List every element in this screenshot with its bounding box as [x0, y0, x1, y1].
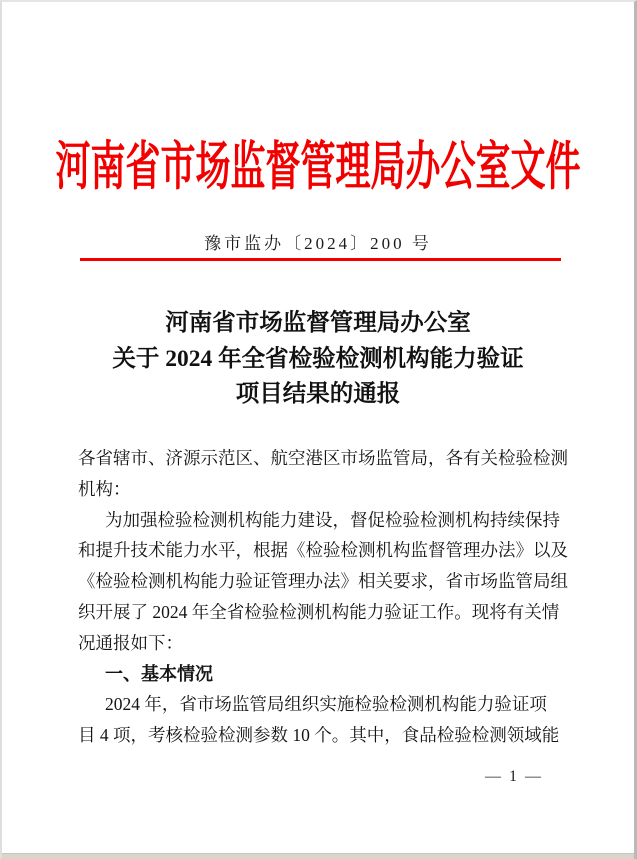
section-heading: 一、基本情况 — [105, 663, 213, 684]
document-number: 豫市监办〔2024〕200 号 — [204, 234, 432, 253]
body-line: 2024 年，省市场监管局组织实施检验检测机构能力验证项 — [105, 694, 547, 715]
document-title-line: 关于 2024 年全省检验检测机构能力验证 — [112, 345, 524, 372]
agency-banner-title: 河南省市场监督管理局办公室文件 — [55, 137, 581, 196]
body-line: 目 4 项，考核检验检测参数 10 个。其中，食品检验检测领域能 — [78, 725, 560, 746]
body-line: 况通报如下： — [78, 632, 183, 653]
body-line: 织开展了 2024 年全省检验检测机构能力验证工作。现将有关情 — [78, 601, 560, 622]
document-title — [2, 306, 634, 413]
body-line: 和提升技术能力水平，根据《检验检测机构监督管理办法》以及 — [78, 540, 568, 561]
body-line: 为加强检验检测机构能力建设，督促检验检测机构持续保持 — [105, 509, 560, 530]
document-body — [78, 443, 568, 751]
body-line: 《检验检测机构能力验证管理办法》相关要求，省市场监管局组 — [78, 571, 568, 592]
page-number: — 1 — — [485, 768, 543, 785]
red-divider-line — [80, 258, 561, 261]
red-header-banner — [2, 132, 634, 194]
body-line: 各省辖市、济源示范区、航空港区市场监管局，各有关检验检测 — [78, 448, 568, 468]
page-bottom-edge — [2, 853, 634, 859]
document-title-line: 河南省市场监督管理局办公室 — [165, 310, 471, 336]
body-line: 机构： — [78, 478, 131, 499]
document-title-line: 项目结果的通报 — [235, 381, 401, 407]
